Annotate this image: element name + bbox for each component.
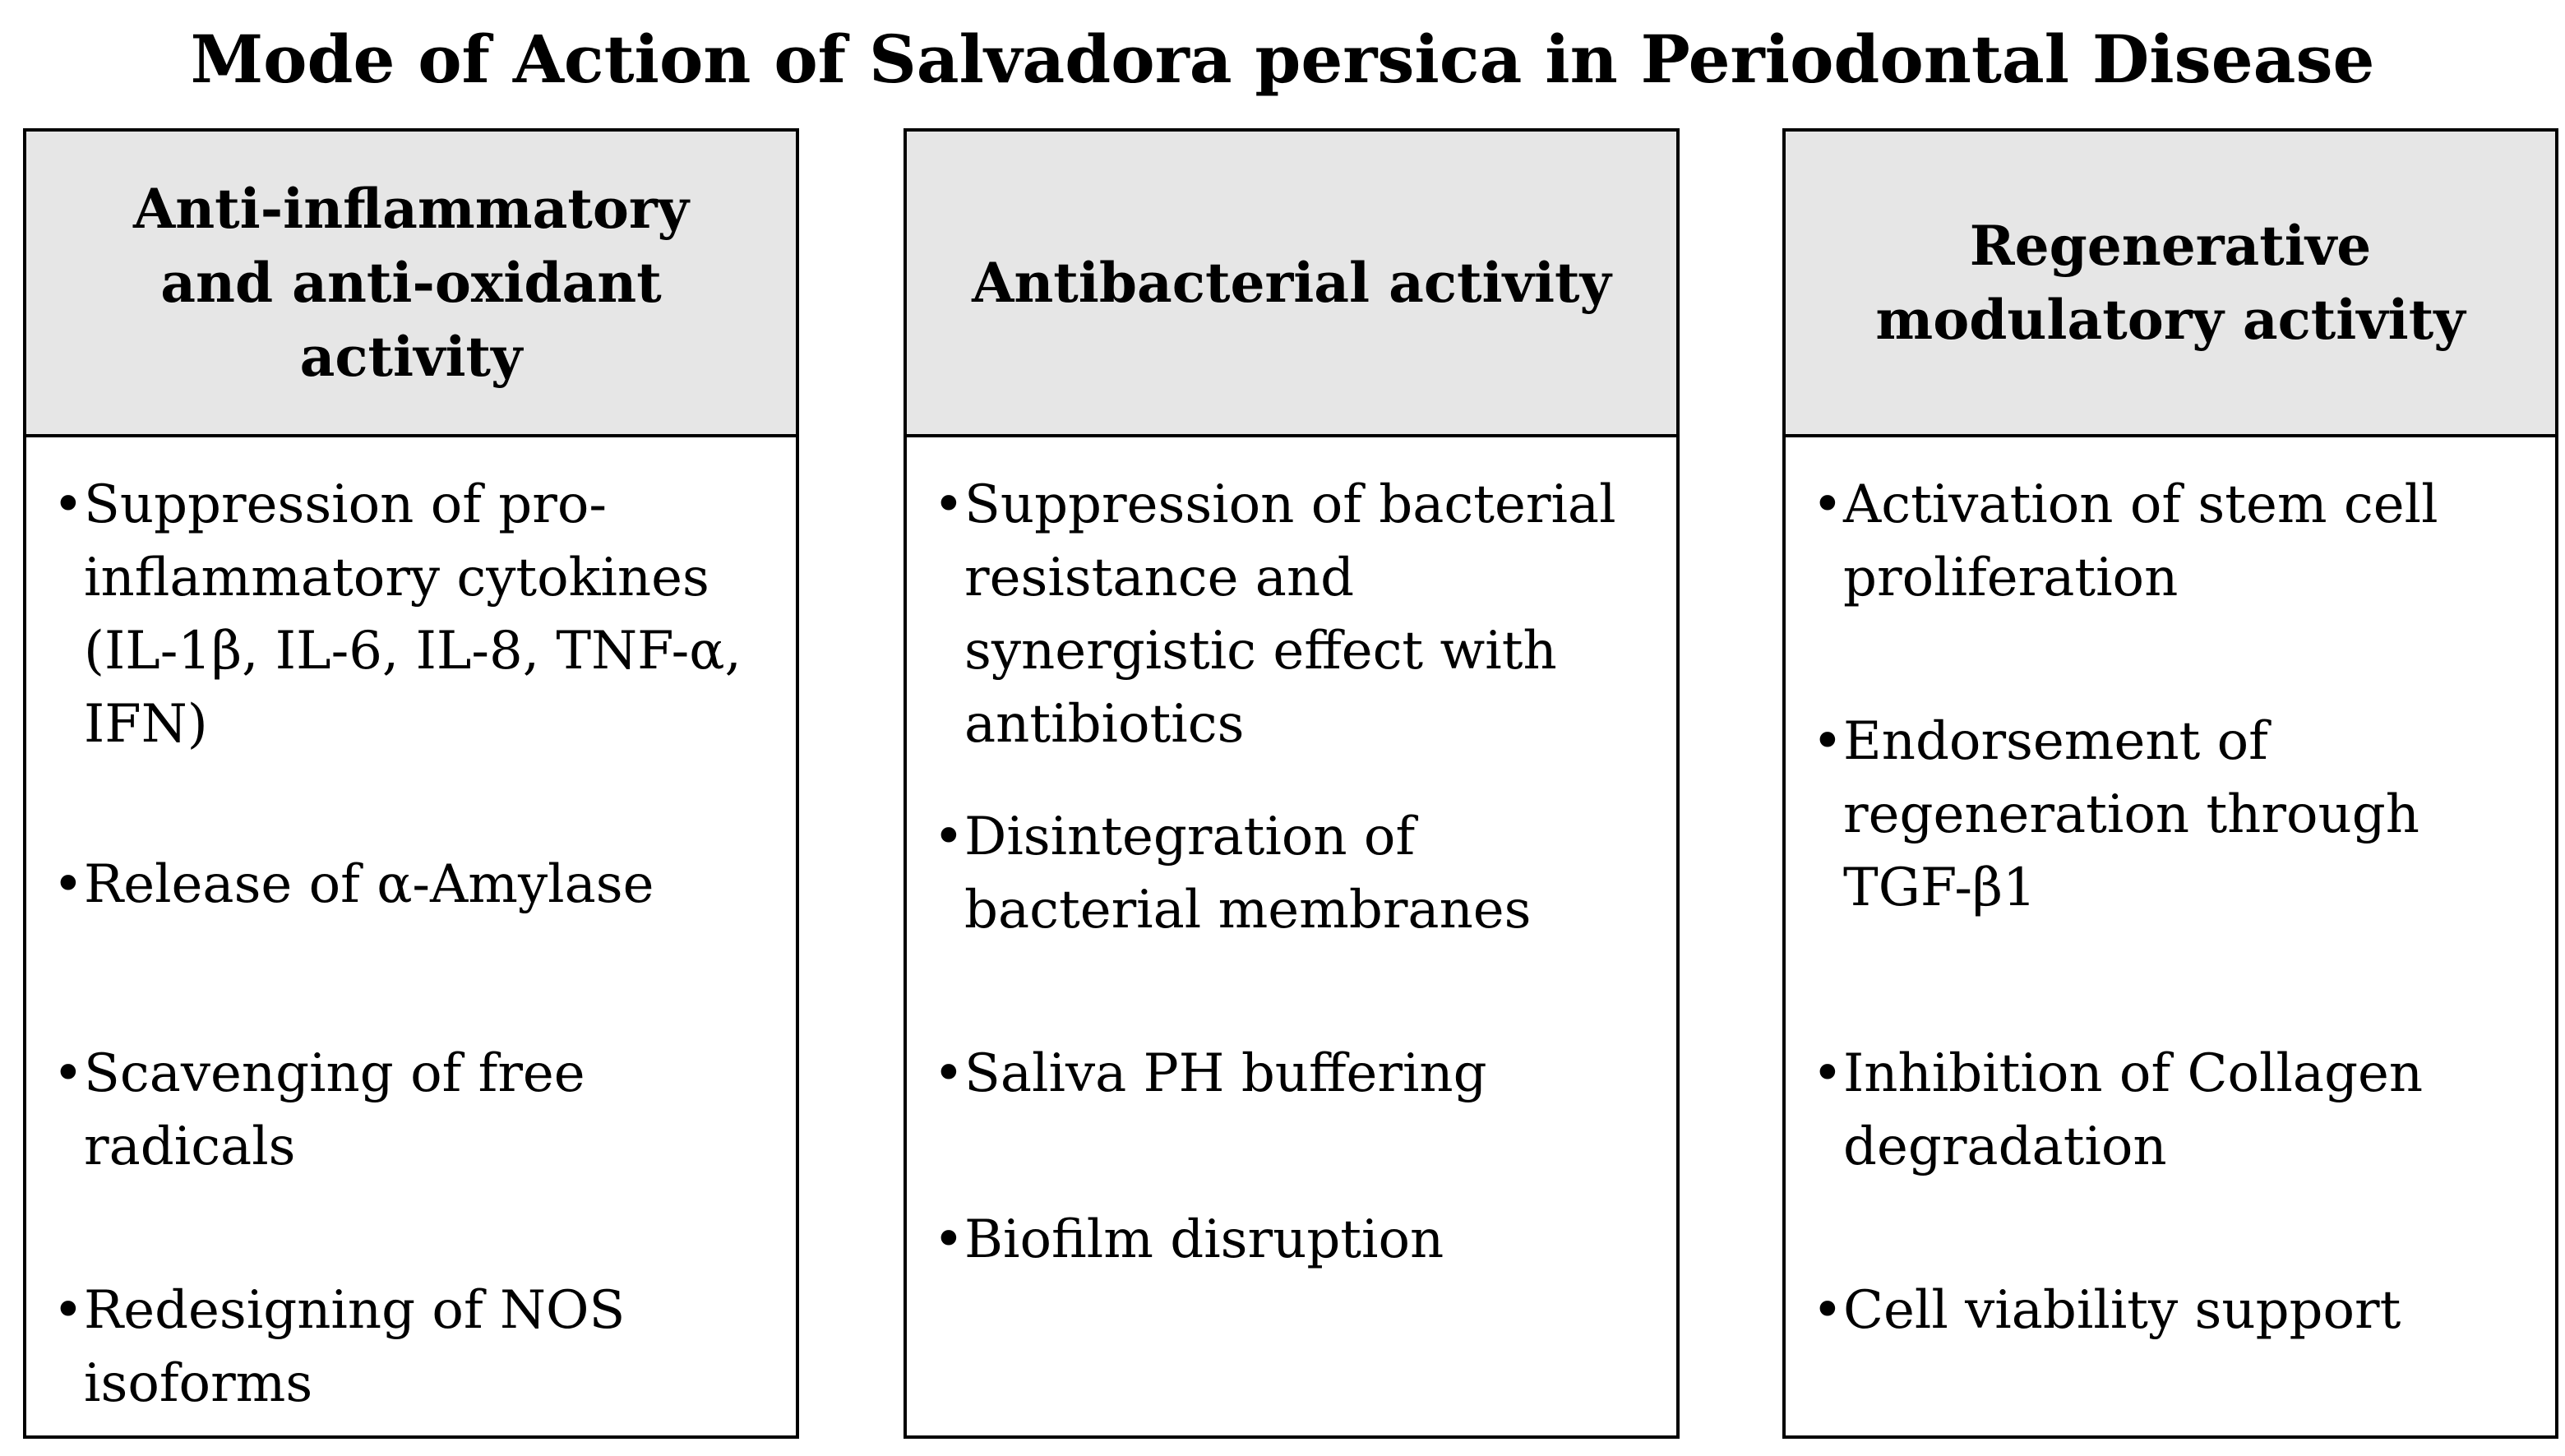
bullet-icon: • bbox=[933, 807, 964, 867]
column-header-label: Regenerative modulatory activity bbox=[1875, 214, 2466, 352]
column-header bbox=[26, 132, 796, 437]
column-anti-inflammatory bbox=[23, 128, 799, 1439]
list-item bbox=[53, 1038, 776, 1184]
list-item-text: Biofilm disruption bbox=[964, 1209, 1444, 1270]
column-regenerative bbox=[1782, 128, 2558, 1439]
list-item-text: Disintegration of bacterial membranes bbox=[964, 807, 1532, 941]
column-body bbox=[907, 437, 1676, 1439]
list-item-text: Endorsement of regeneration through TGF-β1 bbox=[1843, 711, 2419, 918]
list-item bbox=[1812, 705, 2535, 925]
list-item-text: Scavenging of free radicals bbox=[84, 1043, 585, 1177]
column-body bbox=[26, 437, 796, 1439]
bullet-icon: • bbox=[1812, 1043, 1843, 1104]
list-item bbox=[1812, 469, 2535, 615]
bullet-icon: • bbox=[1812, 711, 1843, 772]
list-item bbox=[933, 1204, 1657, 1277]
bullet-icon: • bbox=[53, 474, 84, 535]
list-item-text: Suppression of bacterial resistance and synergistic effect with antibiotics bbox=[964, 474, 1616, 755]
bullet-icon: • bbox=[1812, 474, 1843, 535]
list-item bbox=[53, 848, 776, 922]
bullet-icon: • bbox=[933, 474, 964, 535]
column-antibacterial bbox=[904, 128, 1680, 1439]
column-header bbox=[1786, 132, 2555, 437]
list-item-text: Suppression of pro-inflammatory cytokines (IL-1β, IL-6, IL-8, TNF-α, IFN) bbox=[84, 474, 742, 755]
bullet-icon: • bbox=[933, 1043, 964, 1104]
list-item-text: Release of α-Amylase bbox=[84, 854, 654, 915]
bullet-icon: • bbox=[933, 1209, 964, 1270]
list-item bbox=[53, 1274, 776, 1421]
list-item-text: Cell viability support bbox=[1843, 1280, 2401, 1341]
list-item-text: Inhibition of Collagen degradation bbox=[1843, 1043, 2424, 1177]
bullet-icon: • bbox=[53, 854, 84, 915]
list-item bbox=[1812, 1274, 2535, 1347]
list-item-text: Activation of stem cell proliferation bbox=[1843, 474, 2438, 608]
list-item-text: Saliva PH buffering bbox=[964, 1043, 1487, 1104]
column-header-label: Antibacterial activity bbox=[972, 251, 1611, 315]
column-header bbox=[907, 132, 1676, 437]
column-body bbox=[1786, 437, 2555, 1439]
list-item bbox=[1812, 1038, 2535, 1184]
list-item bbox=[933, 469, 1657, 761]
bullet-icon: • bbox=[53, 1280, 84, 1341]
list-item bbox=[933, 1038, 1657, 1111]
list-item bbox=[53, 469, 776, 761]
bullet-icon: • bbox=[53, 1043, 84, 1104]
column-header-label: Anti-inflammatory and anti-oxidant activity bbox=[132, 177, 690, 389]
bullet-icon: • bbox=[1812, 1280, 1843, 1341]
diagram-title: Mode of Action of Salvadora persica in Periodontal Disease bbox=[190, 21, 2375, 98]
list-item bbox=[933, 801, 1657, 947]
list-item-text: Redesigning of NOS isoforms bbox=[84, 1280, 626, 1414]
